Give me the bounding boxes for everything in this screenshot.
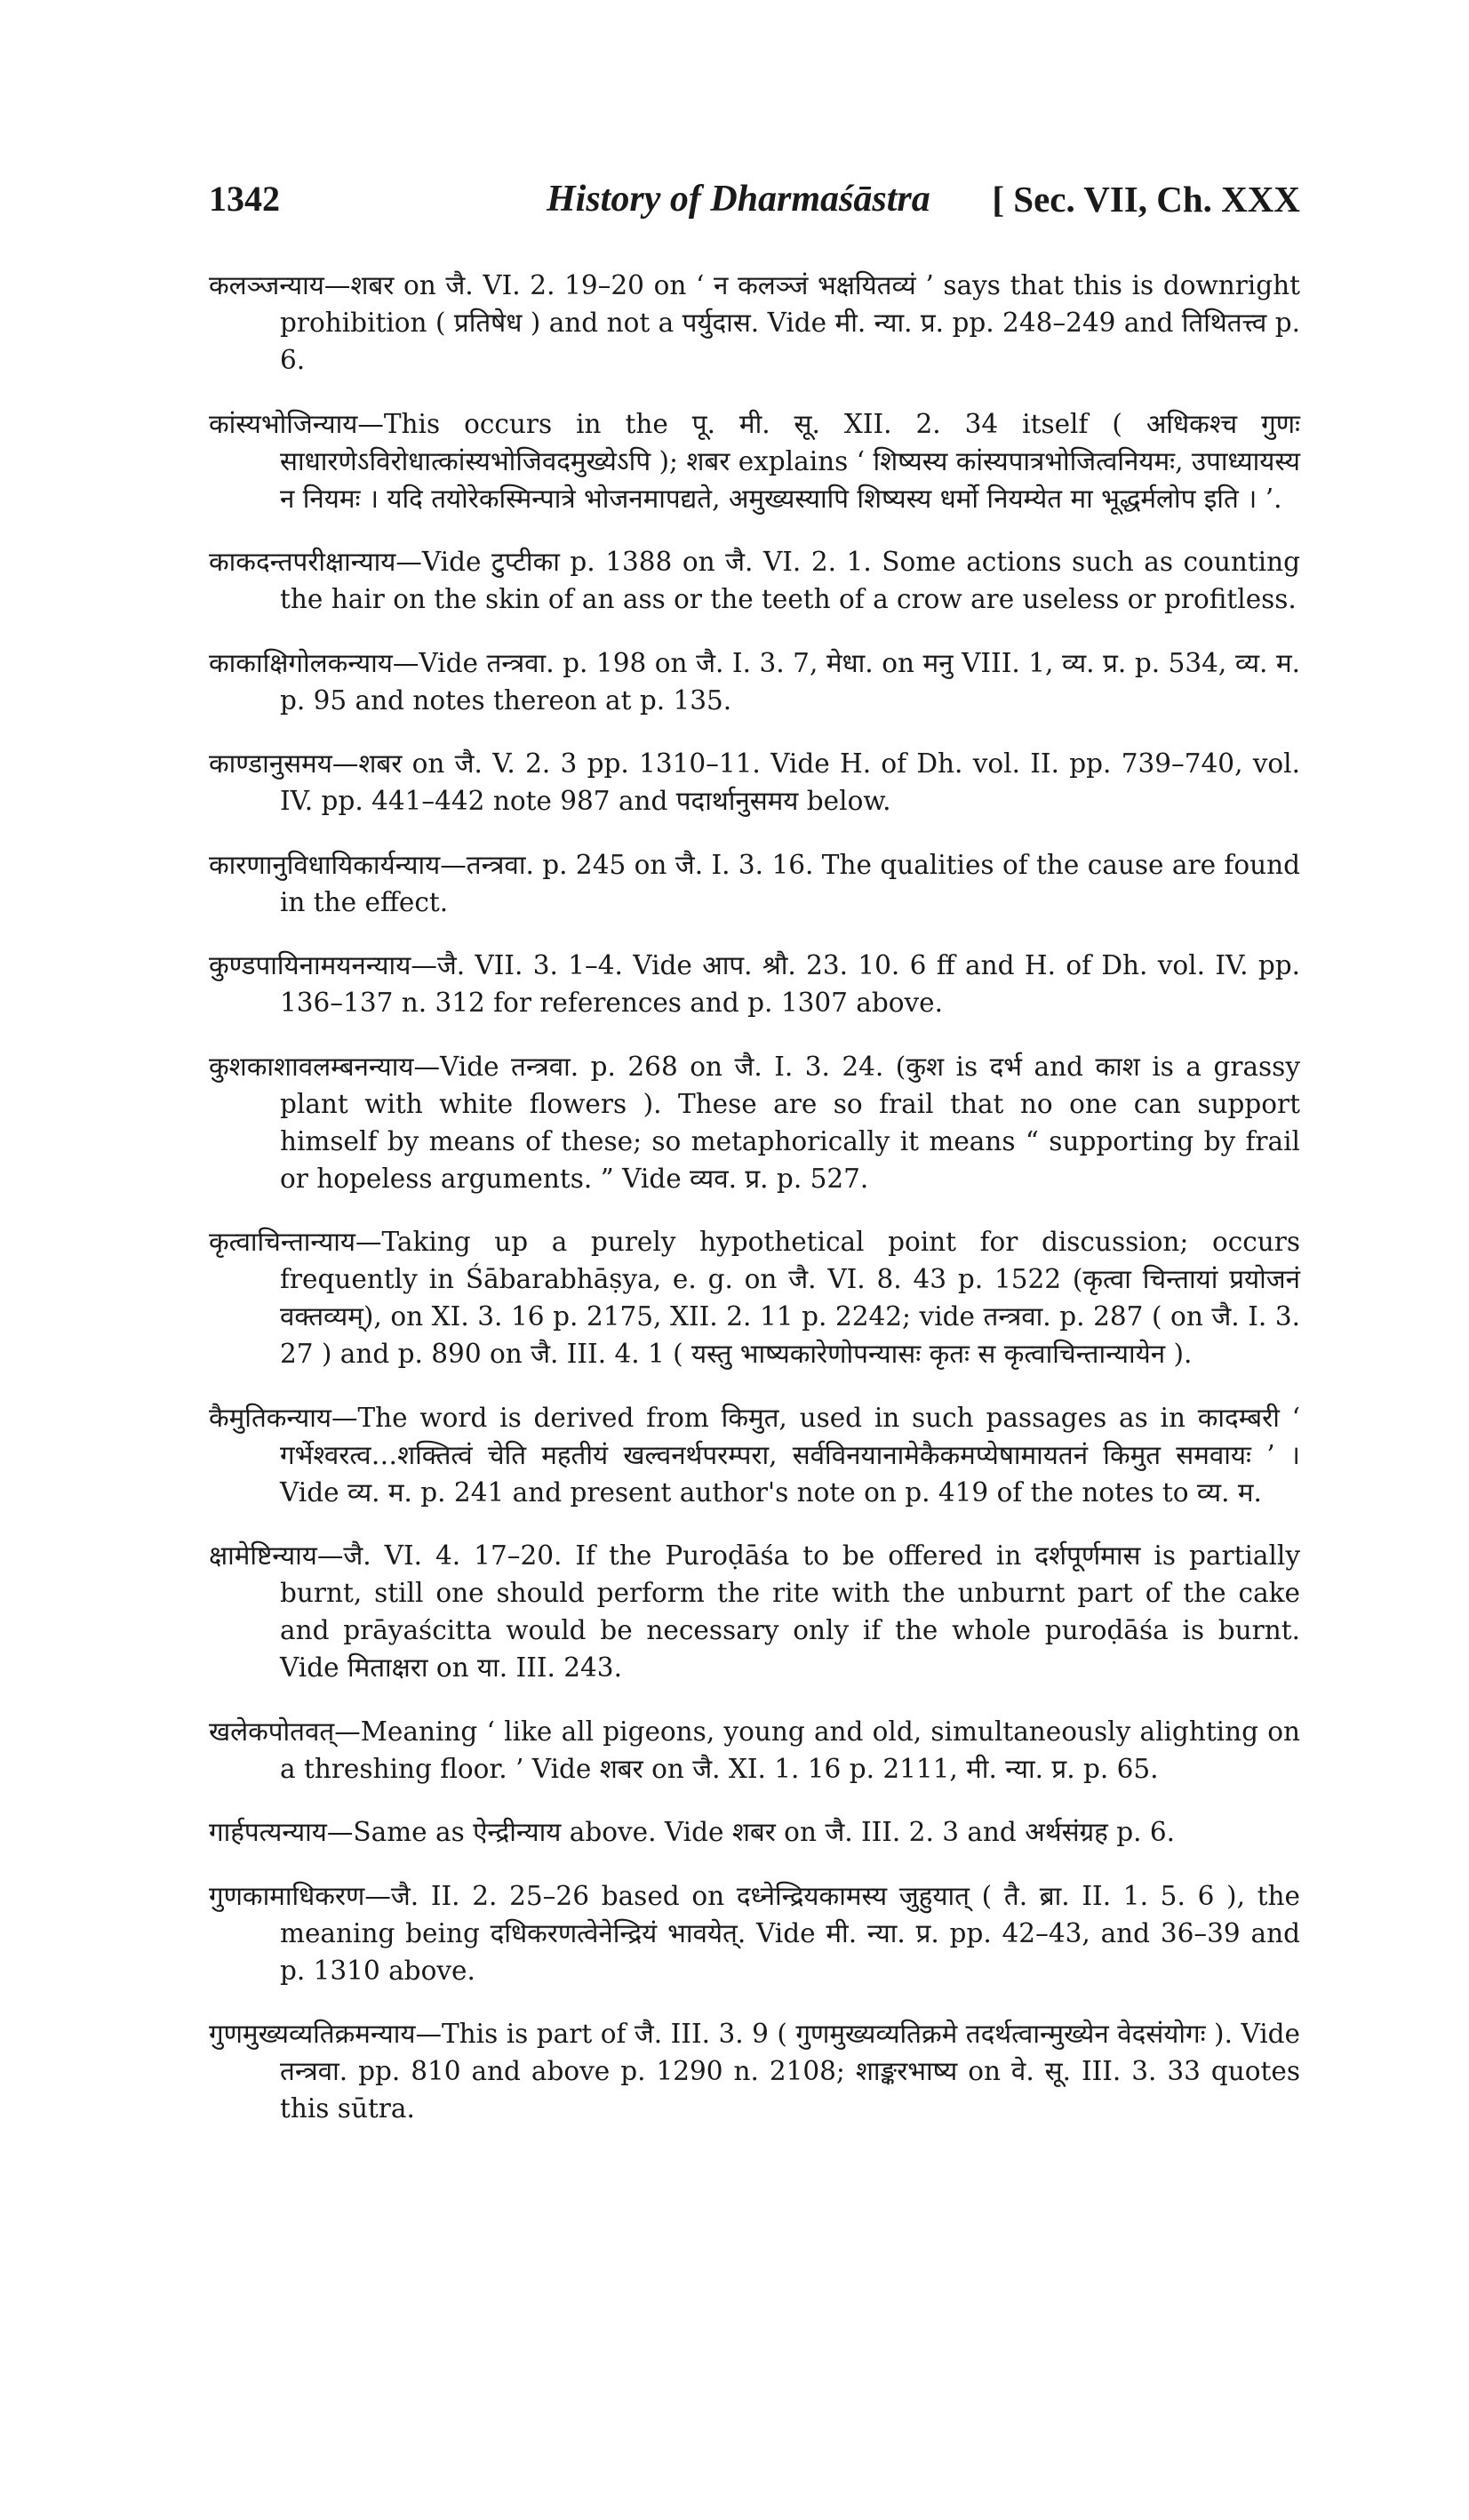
entry-term: कलञ्जन्याय bbox=[209, 270, 324, 300]
entry-term: क्षामेष्टिन्याय bbox=[209, 1540, 317, 1571]
entry-text: —जै. VII. 3. 1–4. Vide आप. श्रौ. 23. 10. 6 ff and H. of Dh. vol. IV. pp. 136–137 n. 312 for references and p. 1307 above. bbox=[280, 950, 1300, 1018]
entry-text: —तन्त्रवा. p. 245 on जै. I. 3. 16. The qualities of the cause are found in the effect. bbox=[280, 849, 1300, 917]
entry-text: —Vide तन्त्रवा. p. 268 on जै. I. 3. 24. (कुश is दर्भ and काश is a grassy plant with white flowers ). These are so frail that no one can support himself by means of these; so metaphorically it means “ supporting by frail or hopeless arguments. ” Vide व्यव. प्र. p. 527. bbox=[280, 1051, 1300, 1194]
glossary-entry bbox=[209, 1048, 1300, 1197]
book-title: History of Dharmaśāstra bbox=[547, 179, 930, 220]
entry-term: गुणमुख्यव्यतिक्रमन्याय bbox=[209, 2019, 416, 2049]
entry-text: —जै. VI. 4. 17–20. If the Puroḍāśa to be offered in दर्शपूर्णमास is partially burnt, still one should perform the rite with the unburnt part of the cake and prāyaścitta would be necessary only if the whole puroḍāśa is burnt. Vide मिताक्षरा on या. III. 243. bbox=[280, 1540, 1300, 1683]
glossary-entry bbox=[209, 947, 1300, 1021]
glossary-entry bbox=[209, 644, 1300, 719]
entry-text: —शबर on जै. VI. 2. 19–20 on ‘ न कलञ्जं भक्षयितव्यं ’ says that this is downright prohibition ( प्रतिषेध ) and not a पर्युदास. Vide मी. न्या. प्र. pp. 248–249 and तिथितत्त्व p. 6. bbox=[280, 270, 1300, 375]
running-head bbox=[209, 178, 1300, 231]
entry-term: कैमुतिकन्याय bbox=[209, 1402, 331, 1433]
glossary-entry bbox=[209, 1813, 1300, 1851]
entry-term: गार्हपत्यन्याय bbox=[209, 1817, 327, 1847]
entry-term: कुण्डपायिनामयनन्याय bbox=[209, 950, 411, 980]
entry-term: कुशकाशावलम्बनन्याय bbox=[209, 1051, 414, 1082]
entry-text: —जै. II. 2. 25–26 based on दध्नेन्द्रियकामस्य जुहुयात् ( तै. ब्रा. II. 1. 5. 6 ), the meaning being दधिकरणत्वेनेन्द्रियं भावयेत्. Vide मी. न्या. प्र. pp. 42–43, and 36–39 and p. 1310 above. bbox=[280, 1880, 1300, 1986]
entry-text: —This is part of जै. III. 3. 9 ( गुणमुख्यव्यतिक्रमे तदर्थत्वान्मुख्येन वेदसंयोगः ). Vide तन्त्रवा. pp. 810 and above p. 1290 n. 2108; शाङ्करभाष्य on वे. सू. III. 3. 33 quotes this sūtra. bbox=[280, 2019, 1300, 2124]
glossary-entry bbox=[209, 1223, 1300, 1372]
entry-term: काण्डानुसमय bbox=[209, 748, 332, 779]
entry-term: खलेकपोतवत् bbox=[209, 1716, 335, 1747]
entry-text: —This occurs in the पू. मी. सू. XII. 2. 34 itself ( अधिकश्च गुणः साधारणेऽविरोधात्कांस्यभोजिवदमुख्येऽपि ); शबर explains ‘ शिष्यस्य कांस्यपात्रभोजित्वनियमः, उपाध्यायस्य न नियमः । यदि तयोरेकस्मिन्पात्रे भोजनमापद्यते, अमुख्यस्यापि शिष्यस्य धर्मो नियम्येत मा भूद्धर्मलोप इति । ’. bbox=[280, 408, 1300, 514]
glossary-entry bbox=[209, 267, 1300, 379]
entry-term: काकदन्तपरीक्षान्याय bbox=[209, 547, 396, 577]
entry-text: —Taking up a purely hypothetical point for discussion; occurs frequently in Śābarabhāṣya, e. g. on जै. VI. 8. 43 p. 1522 (कृत्वा चिन्तायां प्रयोजनं वक्तव्यम्), on XI. 3. 16 p. 2175, XII. 2. 11 p. 2242; vide तन्त्रवा. p. 287 ( on जै. I. 3. 27 ) and p. 890 on जै. III. 4. 1 ( यस्तु भाष्यकारेणोपन्यासः कृतः स कृत्वाचिन्तान्यायेन ). bbox=[280, 1227, 1300, 1369]
entry-term: कारणानुविधायिकार्यन्याय bbox=[209, 849, 441, 880]
entry-text: —शबर on जै. V. 2. 3 pp. 1310–11. Vide H. of Dh. vol. II. pp. 739–740, vol. IV. pp. 441–442 note 987 and पदार्थानुसमय below. bbox=[280, 748, 1300, 816]
entry-term: कांस्यभोजिन्याय bbox=[209, 408, 358, 439]
entry-text: —The word is derived from किमुत, used in such passages as in कादम्बरी ‘ गर्भेश्वरत्व…शक्तित्वं चेति महतीयं खल्वनर्थपरम्परा, सर्वविनयानामेकैकमप्येषामायतनं किमुत समवायः ’ । Vide व्य. म. p. 241 and present author's note on p. 419 of the notes to व्य. म. bbox=[280, 1402, 1300, 1508]
glossary-entry bbox=[209, 1877, 1300, 1989]
page-number: 1342 bbox=[209, 179, 280, 219]
entry-term: गुणकामाधिकरण bbox=[209, 1880, 365, 1911]
glossary-entry bbox=[209, 1713, 1300, 1788]
glossary-entry bbox=[209, 745, 1300, 820]
glossary-entry bbox=[209, 1399, 1300, 1511]
glossary-entry bbox=[209, 543, 1300, 618]
glossary-entry bbox=[209, 405, 1300, 517]
entry-text: —Meaning ‘ like all pigeons, young and old, simultaneously alighting on a threshing floor. ’ Vide शबर on जै. XI. 1. 16 p. 2111, मी. न्या. प्र. p. 65. bbox=[280, 1716, 1300, 1784]
entry-text: —Vide टुप्टीका p. 1388 on जै. VI. 2. 1. Some actions such as counting the hair on the skin of an ass or the teeth of a crow are useless or profitless. bbox=[280, 547, 1300, 614]
entry-term: काकाक्षिगोलकन्याय bbox=[209, 647, 393, 678]
glossary-entry bbox=[209, 1537, 1300, 1686]
glossary-entries bbox=[209, 267, 1300, 2127]
entry-text: —Vide तन्त्रवा. p. 198 on जै. I. 3. 7, मेधा. on मनु VIII. 1, व्य. प्र. p. 534, व्य. म. p. 95 and notes thereon at p. 135. bbox=[280, 647, 1300, 716]
glossary-entry bbox=[209, 846, 1300, 921]
entry-text: —Same as ऐन्द्रीन्याय above. Vide शबर on जै. III. 2. 3 and अर्थसंग्रह p. 6. bbox=[326, 1817, 1175, 1847]
entry-term: कृत्वाचिन्तान्याय bbox=[209, 1227, 355, 1257]
section-reference: [ Sec. VII, Ch. XXX bbox=[992, 179, 1300, 220]
glossary-entry bbox=[209, 2015, 1300, 2127]
